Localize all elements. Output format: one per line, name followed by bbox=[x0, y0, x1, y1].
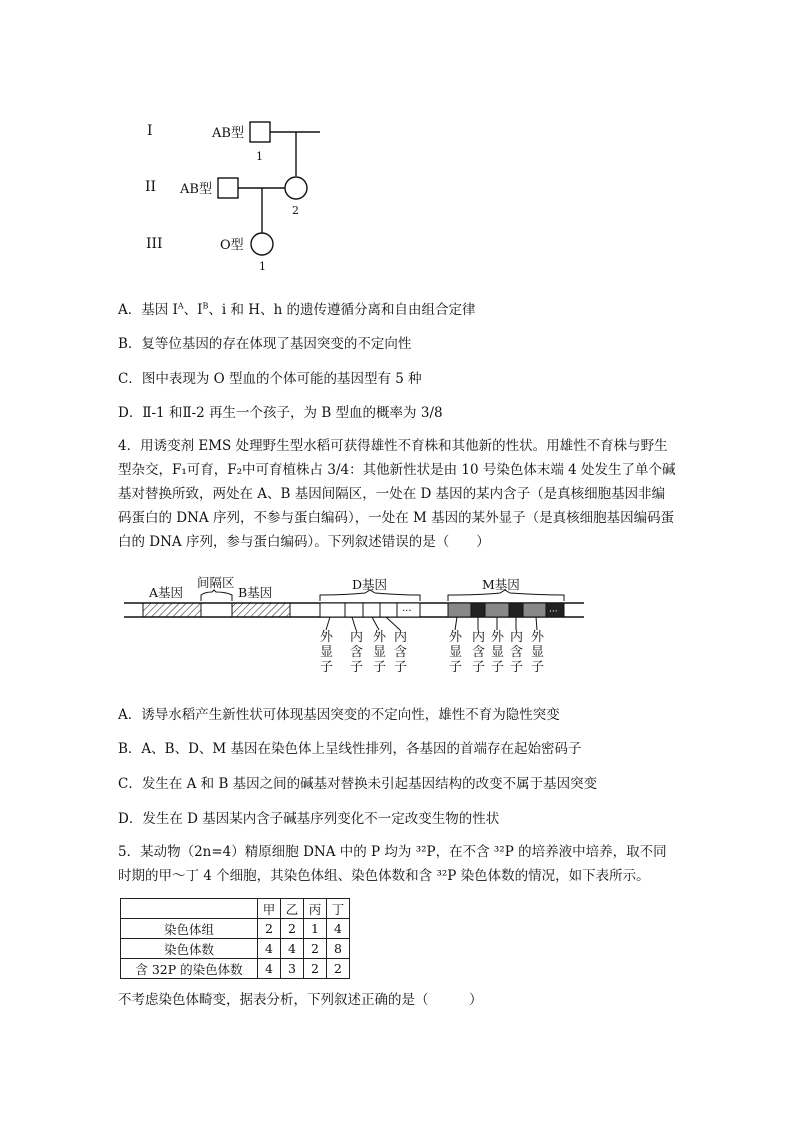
q5-table-header-row bbox=[121, 899, 350, 919]
table-cell: 3 bbox=[281, 959, 304, 979]
II1-type-label: AB型 bbox=[180, 182, 212, 197]
I1-number: 1 bbox=[256, 150, 263, 163]
table-cell: 2 bbox=[327, 959, 350, 979]
gen-I-label: I bbox=[147, 123, 153, 139]
gene-b-block bbox=[232, 603, 290, 617]
table-cell: 4 bbox=[258, 959, 281, 979]
table-row bbox=[121, 919, 350, 939]
table-cell: 2 bbox=[304, 959, 327, 979]
q4-stem: 4．用诱变剂 EMS 处理野生型水稻可获得雄性不育株和其他新的性状。用雄性不育株与野生型杂交，F₁可育，F₂中可育植株占 3/4：其他新性状是由 10 号染色体末端 4 处发生了单个碱基对替换所致，两处在 A、B 基因间隔区，一处在 D 基因的某内含子（是真核细胞基因非编码蛋白的 DNA 序列，不参与蛋白编码），一处在 M 基因的某外显子（是真核细胞基因编码蛋白的 DNA 序列，参与蛋白编码）。下列叙述错误的是（ ） bbox=[118, 438, 676, 550]
q3-option-a-pre: A．基因 I bbox=[118, 302, 178, 318]
table-cell: 4 bbox=[258, 939, 281, 959]
q3-option-b: B．复等位基因的存在体现了基因突变的不定向性 bbox=[118, 336, 412, 352]
q4-option-b: B．A、B、D、M 基因在染色体上呈线性排列，各基因的首端存在起始密码子 bbox=[118, 741, 582, 757]
II2-number: 2 bbox=[292, 204, 299, 217]
table-cell: 2 bbox=[258, 919, 281, 939]
m-exon-2-label: 外显子 bbox=[491, 630, 505, 675]
table-cell: 2 bbox=[304, 939, 327, 959]
m-intron-1-label: 内含子 bbox=[472, 630, 486, 675]
q5-table-corner bbox=[121, 899, 258, 919]
q3-option-a-sup-b: B bbox=[202, 301, 209, 311]
table-cell: 染色体组 bbox=[121, 919, 258, 939]
gen-III-label: III bbox=[146, 236, 163, 252]
pedigree-diagram bbox=[0, 0, 794, 290]
table-row bbox=[121, 939, 350, 959]
gene-part-labels bbox=[0, 630, 794, 680]
q5-table bbox=[120, 898, 350, 979]
q3-option-a-mid: 、I bbox=[183, 302, 203, 318]
table-cell: 8 bbox=[327, 939, 350, 959]
gene-d-label: D基因 bbox=[352, 577, 388, 592]
q4-option-a: A．诱导水稻产生新性状可体现基因突变的不定向性，雄性不育为隐性突变 bbox=[118, 707, 560, 723]
pedigree-III1-female bbox=[251, 233, 273, 255]
q5-stem: 5．某动物（2n=4）精原细胞 DNA 中的 P 均为 ³²P，在不含 ³²P 的培养液中培养，取不同时期的甲～丁 4 个细胞，其染色体组、染色体数和含 ³²P 染色体数的情况，如下表所示。 bbox=[118, 844, 667, 884]
d-exon-2-label: 外显子 bbox=[373, 630, 387, 675]
q5-col-bing: 丙 bbox=[304, 899, 327, 919]
m-exon-3-label: 外显子 bbox=[531, 630, 545, 675]
table-cell: 染色体数 bbox=[121, 939, 258, 959]
d-intron-1-label: 内含子 bbox=[350, 630, 364, 675]
pedigree-II1-male bbox=[218, 178, 238, 198]
d-exon-1-label: 外显子 bbox=[320, 630, 334, 675]
spacer-label: 间隔区 bbox=[197, 575, 235, 590]
gene-d-ellipsis: ··· bbox=[402, 606, 412, 617]
III1-type-label: O型 bbox=[220, 238, 244, 253]
q3-option-a-post: 、i 和 H、h 的遗传遵循分离和自由组合定律 bbox=[208, 302, 476, 318]
d-intron-2-label: 内含子 bbox=[394, 630, 408, 675]
table-cell: 1 bbox=[304, 919, 327, 939]
q5-col-ding: 丁 bbox=[327, 899, 350, 919]
m-exon-1-label: 外显子 bbox=[449, 630, 463, 675]
table-row bbox=[121, 959, 350, 979]
table-cell: 4 bbox=[281, 939, 304, 959]
q3-option-d: D．Ⅱ-1 和Ⅱ-2 再生一个孩子，为 B 型血的概率为 3/8 bbox=[118, 405, 443, 421]
q5-col-jia: 甲 bbox=[258, 899, 281, 919]
gene-a-block bbox=[143, 603, 201, 617]
q3-option-a bbox=[118, 298, 476, 318]
gen-II-label: II bbox=[145, 179, 157, 195]
I1-type-label: AB型 bbox=[212, 126, 244, 141]
pedigree-II2-female bbox=[285, 177, 307, 199]
spacer-bracket bbox=[201, 590, 232, 601]
gene-b-label: B基因 bbox=[238, 585, 273, 600]
q4-option-d: D．发生在 D 基因某内含子碱基序列变化不一定改变生物的性状 bbox=[118, 811, 500, 827]
table-cell: 含 32P 的染色体数 bbox=[121, 959, 258, 979]
gene-m-label: M基因 bbox=[482, 577, 520, 592]
pedigree-I1-male bbox=[250, 122, 270, 142]
q4-option-c: C．发生在 A 和 B 基因之间的碱基对替换未引起基因结构的改变不属于基因突变 bbox=[118, 776, 598, 792]
q3-option-c: C．图中表现为 O 型血的个体可能的基因型有 5 种 bbox=[118, 371, 422, 387]
III1-number: 1 bbox=[259, 260, 266, 273]
m-intron-2-label: 内含子 bbox=[510, 630, 524, 675]
q5-after-table: 不考虑染色体畸变，据表分析，下列叙述正确的是（ ） bbox=[118, 992, 483, 1008]
q5-col-yi: 乙 bbox=[281, 899, 304, 919]
table-cell: 4 bbox=[327, 919, 350, 939]
gene-a-label: A基因 bbox=[149, 585, 184, 600]
q3-option-a-sup-a: A bbox=[177, 301, 184, 311]
table-cell: 2 bbox=[281, 919, 304, 939]
gene-m-ellipsis: ··· bbox=[549, 607, 558, 617]
